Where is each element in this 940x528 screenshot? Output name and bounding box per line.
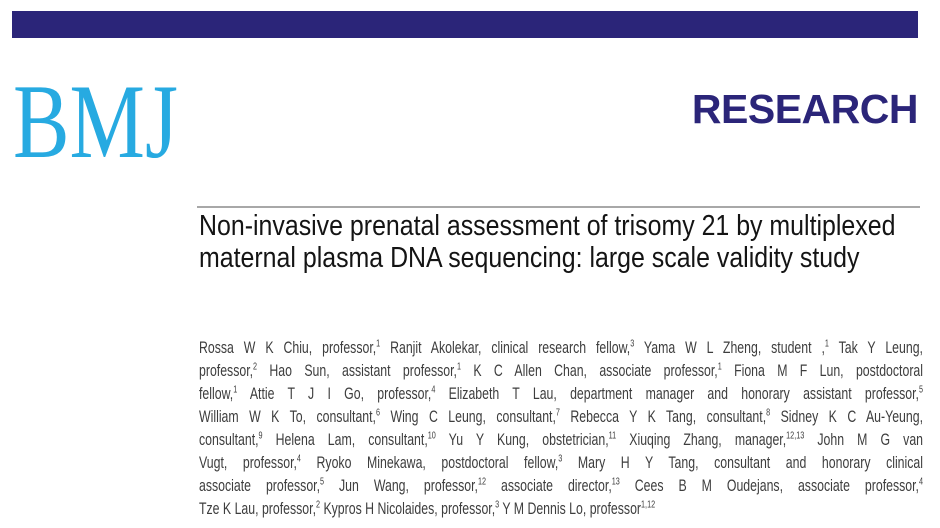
affiliation-superscript: 10 (427, 430, 436, 442)
author-text: Kypros H Nicolaides, professor, (320, 499, 496, 518)
title-divider (197, 206, 920, 208)
affiliation-superscript: 1 (376, 338, 381, 350)
article-title: Non-invasive prenatal assessment of trisomy 21 by multiplexed maternal plasma DNA sequencing: large scale validity study (199, 210, 896, 274)
author-line (199, 428, 923, 451)
affiliation-superscript: 2 (253, 361, 258, 373)
author-text: Ryoko Minekawa, postdoctoral fellow, (300, 453, 559, 472)
author-text: Sidney K C Au-Yeung, (770, 407, 924, 426)
author-text: consultant, (199, 430, 259, 449)
author-text: Attie T J I Go, professor, (237, 384, 432, 403)
author-text: Elizabeth T Lau, department manager and honorary assistant professor, (435, 384, 919, 403)
author-line (199, 359, 923, 382)
affiliation-superscript: 5 (918, 384, 923, 396)
affiliation-superscript: 11 (608, 430, 617, 442)
author-text: Helena Lam, consultant, (262, 430, 428, 449)
affiliation-superscript: 6 (375, 407, 381, 419)
affiliation-superscript: 2 (315, 499, 321, 511)
author-text: Mary H Y Tang, consultant and honorary clinical (562, 453, 924, 472)
affiliation-superscript: 9 (258, 430, 263, 442)
author-text: Yu Y Kung, obstetrician, (435, 430, 609, 449)
author-line (199, 451, 923, 474)
author-text: Y M Dennis Lo, professor (499, 499, 642, 518)
author-text: professor, (199, 361, 254, 380)
author-text: K C Allen Chan, associate professor, (460, 361, 718, 380)
affiliation-superscript: 12 (477, 476, 487, 488)
author-text: William W K To, consultant, (199, 407, 376, 426)
author-text: Rebecca Y K Tang, consultant, (559, 407, 767, 426)
author-line (199, 497, 923, 520)
affiliation-superscript: 3 (495, 499, 500, 511)
author-text: Tak Y Leung, (828, 338, 923, 357)
author-text: John M G van (804, 430, 924, 449)
affiliation-superscript: 1 (233, 384, 238, 396)
affiliation-superscript: 1 (717, 361, 722, 373)
affiliation-superscript: 13 (611, 476, 620, 488)
author-line (199, 382, 923, 405)
author-text: Ranjit Akolekar, clinical research fellow, (380, 338, 631, 357)
affiliation-superscript: 7 (555, 407, 560, 419)
affiliation-superscript: 12,13 (786, 430, 805, 442)
author-text: Jun Wang, professor, (324, 476, 478, 495)
author-text: Wing C Leung, consultant, (380, 407, 556, 426)
affiliation-superscript: 4 (431, 384, 436, 396)
author-text: Yama W L Zheng, student , (634, 338, 825, 357)
author-text: fellow, (199, 384, 234, 403)
author-text: Xiuqing Zhang, manager, (616, 430, 787, 449)
masthead-top-bar (12, 11, 918, 38)
author-line (199, 474, 923, 497)
affiliation-superscript: 8 (766, 407, 771, 419)
section-label-research: RESEARCH (691, 86, 918, 132)
author-text: Tze K Lau, professor, (199, 499, 316, 518)
author-line (199, 336, 923, 359)
affiliation-superscript: 4 (918, 476, 923, 488)
affiliation-superscript: 3 (630, 338, 635, 350)
affiliation-superscript: 4 (296, 453, 301, 465)
affiliation-superscript: 5 (320, 476, 325, 488)
author-text: Hao Sun, assistant professor, (257, 361, 457, 380)
author-text: associate director, (486, 476, 612, 495)
author-text: Cees B M Oudejans, associate professor, (619, 476, 919, 495)
author-text: Rossa W K Chiu, professor, (199, 338, 377, 357)
affiliation-superscript: 3 (558, 453, 563, 465)
author-text: Vugt, professor, (199, 453, 297, 472)
author-text: associate professor, (199, 476, 321, 495)
bmj-logo: BMJ (13, 63, 178, 180)
author-text: Fiona M F Lun, postdoctoral (721, 361, 923, 380)
affiliation-superscript: 1,12 (641, 499, 656, 511)
affiliation-superscript: 1 (456, 361, 461, 373)
affiliation-superscript: 1 (824, 338, 829, 350)
author-line (199, 405, 923, 428)
author-list (199, 336, 923, 520)
